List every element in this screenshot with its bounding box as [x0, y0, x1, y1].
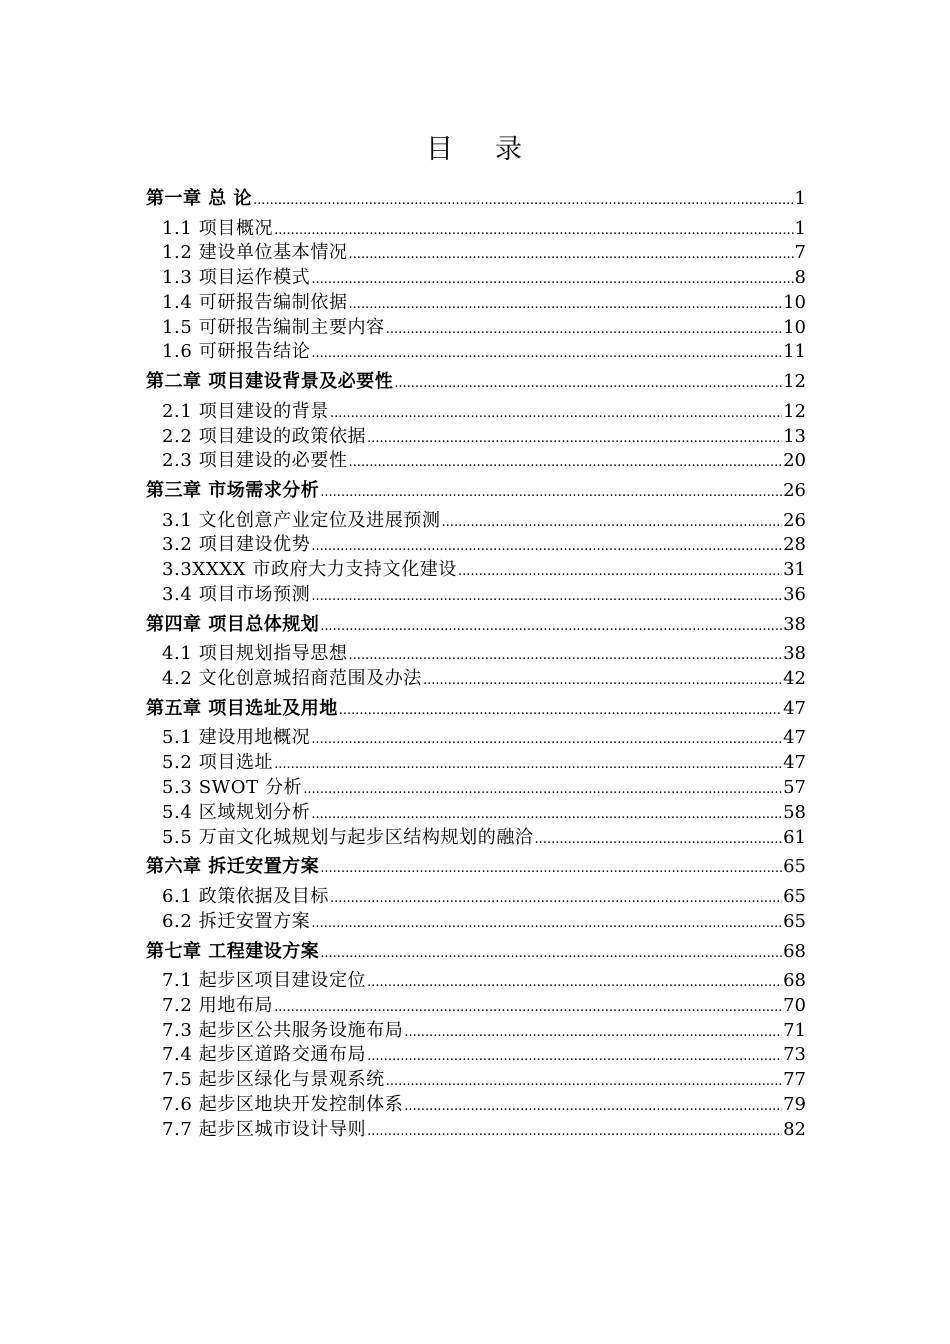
- dot-leader: [311, 583, 782, 610]
- dot-leader: [311, 266, 793, 293]
- toc-chapter-entry[interactable]: [146, 608, 806, 643]
- toc-title-char-2: 录: [495, 134, 524, 165]
- toc-section-entry[interactable]: [146, 340, 806, 365]
- toc-entry-label: 1.4 可研报告编制依据: [162, 291, 348, 313]
- dot-leader: [404, 1019, 782, 1046]
- toc-section-entry[interactable]: [146, 509, 806, 534]
- toc-page-number: 38: [783, 643, 806, 665]
- toc-entry-label: 7.3 起步区公共服务设施布局: [162, 1019, 404, 1041]
- toc-page-number: 13: [783, 425, 806, 447]
- toc-page-number: 12: [783, 400, 806, 422]
- toc-page-number: 65: [783, 885, 806, 907]
- toc-page-number: 47: [783, 727, 806, 749]
- toc-entry-label: 3.4 项目市场预测: [162, 584, 311, 606]
- toc-chapter-entry[interactable]: [146, 182, 806, 217]
- dot-leader: [349, 642, 783, 669]
- toc-entry-label: 6.1 政策依据及目标: [162, 885, 329, 907]
- toc-chapter-entry[interactable]: [146, 850, 806, 885]
- toc-entry-label: 3.2 项目建设优势: [162, 534, 311, 556]
- toc-entry-label: 1.6 可研报告结论: [162, 341, 311, 363]
- toc-entry-label: 4.1 项目规划指导思想: [162, 643, 348, 665]
- dot-leader: [311, 801, 782, 828]
- toc-section-entry[interactable]: [146, 994, 806, 1019]
- toc-section-entry[interactable]: [146, 826, 806, 851]
- dot-leader: [367, 969, 782, 996]
- toc-page-number: 1: [794, 217, 806, 239]
- toc-entry-label: 3.1 文化创意产业定位及进展预测: [162, 509, 441, 531]
- toc-section-entry[interactable]: [146, 885, 806, 910]
- toc-entry-label: 3.3XXXX 市政府大力支持文化建设: [162, 559, 458, 581]
- dot-leader: [394, 365, 782, 402]
- toc-entry-label: 7.1 起步区项目建设定位: [162, 970, 367, 992]
- toc-entry-label: 7.6 起步区地块开发控制体系: [162, 1094, 404, 1116]
- toc-page-number: 70: [783, 994, 806, 1016]
- dot-leader: [274, 217, 793, 244]
- toc-entry-label: 第七章 工程建设方案: [146, 940, 320, 962]
- toc-entry-label: 4.2 文化创意城招商范围及办法: [162, 668, 422, 690]
- toc-page-number: 10: [783, 316, 806, 338]
- dot-leader: [274, 751, 782, 778]
- toc-page-number: 47: [783, 697, 806, 719]
- toc-page-number: 82: [783, 1118, 806, 1140]
- toc-section-entry[interactable]: [146, 801, 806, 826]
- dot-leader: [442, 509, 783, 536]
- toc-page-number: 11: [783, 341, 806, 363]
- toc-chapter-entry[interactable]: [146, 365, 806, 400]
- toc-entry-label: 7.2 用地布局: [162, 994, 274, 1016]
- toc-section-entry[interactable]: [146, 291, 806, 316]
- toc-page-number: 77: [783, 1069, 806, 1091]
- dot-leader: [535, 826, 783, 853]
- dot-leader: [367, 1118, 782, 1145]
- dot-leader: [320, 935, 782, 972]
- toc-chapter-entry[interactable]: [146, 474, 806, 509]
- toc-page-number: 61: [783, 826, 806, 848]
- toc-entry-label: 1.2 建设单位基本情况: [162, 242, 348, 264]
- toc-entry-label: 5.2 项目选址: [162, 752, 274, 774]
- dot-leader: [320, 608, 782, 645]
- toc-title-char-1: 目: [426, 134, 455, 165]
- toc-page-number: 42: [783, 668, 806, 690]
- toc-section-entry[interactable]: [146, 776, 806, 801]
- toc-section-entry[interactable]: [146, 583, 806, 608]
- dot-leader: [311, 726, 782, 753]
- toc-entry-label: 7.7 起步区城市设计导则: [162, 1118, 367, 1140]
- dot-leader: [423, 667, 782, 694]
- toc-chapter-entry[interactable]: [146, 935, 806, 970]
- toc-entry-label: 2.1 项目建设的背景: [162, 400, 329, 422]
- toc-entry-label: 7.4 起步区道路交通布局: [162, 1044, 367, 1066]
- toc-page-number: 28: [783, 534, 806, 556]
- dot-leader: [339, 692, 782, 729]
- dot-leader: [330, 400, 782, 427]
- toc-page-number: 38: [783, 613, 806, 635]
- toc-section-entry[interactable]: [146, 1093, 806, 1118]
- toc-page-number: 12: [783, 371, 806, 393]
- toc-page-number: 20: [783, 450, 806, 472]
- toc-section-entry[interactable]: [146, 425, 806, 450]
- toc-page-number: 26: [783, 509, 806, 531]
- dot-leader: [311, 340, 782, 367]
- toc-entry-label: 第三章 市场需求分析: [146, 480, 320, 502]
- toc-entry-label: 第五章 项目选址及用地: [146, 697, 338, 719]
- toc-chapter-entry[interactable]: [146, 692, 806, 727]
- toc-section-entry[interactable]: [146, 449, 806, 474]
- toc-entry-label: 1.1 项目概况: [162, 217, 274, 239]
- toc-page-number: 1: [794, 188, 806, 209]
- toc-page-number: 57: [783, 777, 806, 799]
- toc-section-entry[interactable]: [146, 726, 806, 751]
- toc-section-entry[interactable]: [146, 910, 806, 935]
- dot-leader: [320, 850, 782, 887]
- toc-entry-label: 第二章 项目建设背景及必要性: [146, 371, 394, 393]
- toc-section-entry[interactable]: [146, 241, 806, 266]
- dot-leader: [349, 241, 794, 268]
- toc-section-entry[interactable]: [146, 1118, 806, 1143]
- toc-section-entry[interactable]: [146, 1068, 806, 1093]
- toc-section-entry[interactable]: [146, 558, 806, 583]
- toc-page-number: 8: [794, 267, 806, 289]
- toc-section-entry[interactable]: [146, 1019, 806, 1044]
- dot-leader: [303, 776, 782, 803]
- dot-leader: [330, 885, 782, 912]
- toc-section-entry[interactable]: [146, 217, 806, 242]
- toc-entry-label: 5.4 区域规划分析: [162, 801, 311, 823]
- toc-section-entry[interactable]: [146, 400, 806, 425]
- toc-entry-label: 2.2 项目建设的政策依据: [162, 425, 367, 447]
- toc-entry-label: 5.5 万亩文化城规划与起步区结构规划的融洽: [162, 826, 534, 848]
- toc-page-number: 68: [783, 970, 806, 992]
- toc-page-number: 68: [783, 940, 806, 962]
- dot-leader: [404, 1093, 782, 1120]
- toc-section-entry[interactable]: [146, 667, 806, 692]
- toc-entry-label: 6.2 拆迁安置方案: [162, 910, 311, 932]
- toc-section-entry[interactable]: [146, 642, 806, 667]
- dot-leader: [311, 910, 782, 937]
- dot-leader: [367, 1043, 782, 1070]
- toc-title: [0, 130, 950, 170]
- toc-page-number: 26: [783, 480, 806, 502]
- toc-page-number: 65: [783, 910, 806, 932]
- toc-section-entry[interactable]: [146, 316, 806, 341]
- dot-leader: [349, 449, 783, 476]
- toc-section-entry[interactable]: [146, 751, 806, 776]
- dot-leader: [386, 316, 782, 343]
- dot-leader: [274, 994, 782, 1021]
- toc-entry-label: 2.3 项目建设的必要性: [162, 450, 348, 472]
- dot-leader: [349, 291, 783, 318]
- toc-entry-label: 7.5 起步区绿化与景观系统: [162, 1069, 385, 1091]
- toc-entry-label: 第一章 总 论: [146, 188, 253, 209]
- toc-entry-label: 1.3 项目运作模式: [162, 267, 311, 289]
- toc-page-number: 31: [783, 559, 806, 581]
- toc-page-number: 71: [783, 1019, 806, 1041]
- toc-page-number: 36: [783, 584, 806, 606]
- toc-entry-label: 第六章 拆迁安置方案: [146, 856, 320, 878]
- toc-page-number: 47: [783, 752, 806, 774]
- toc-entry-label: 第四章 项目总体规划: [146, 613, 320, 635]
- toc-section-entry[interactable]: [146, 266, 806, 291]
- toc-page-number: 10: [783, 291, 806, 313]
- toc-page-number: 79: [783, 1094, 806, 1116]
- toc-section-entry[interactable]: [146, 969, 806, 994]
- dot-leader: [458, 558, 782, 585]
- toc-page-number: 7: [794, 242, 806, 264]
- toc-entry-label: 5.3 SWOT 分析: [162, 777, 303, 799]
- toc-page-number: 65: [783, 856, 806, 878]
- toc-entry-label: 5.1 建设用地概况: [162, 727, 311, 749]
- dot-leader: [253, 182, 794, 219]
- toc-page-number: 73: [783, 1044, 806, 1066]
- toc-section-entry[interactable]: [146, 1043, 806, 1068]
- dot-leader: [367, 425, 782, 452]
- toc-entry-label: 1.5 可研报告编制主要内容: [162, 316, 385, 338]
- toc-page-number: 58: [783, 801, 806, 823]
- dot-leader: [320, 474, 782, 511]
- dot-leader: [386, 1068, 782, 1095]
- toc-section-entry[interactable]: [146, 533, 806, 558]
- dot-leader: [311, 533, 782, 560]
- table-of-contents: [146, 182, 806, 1143]
